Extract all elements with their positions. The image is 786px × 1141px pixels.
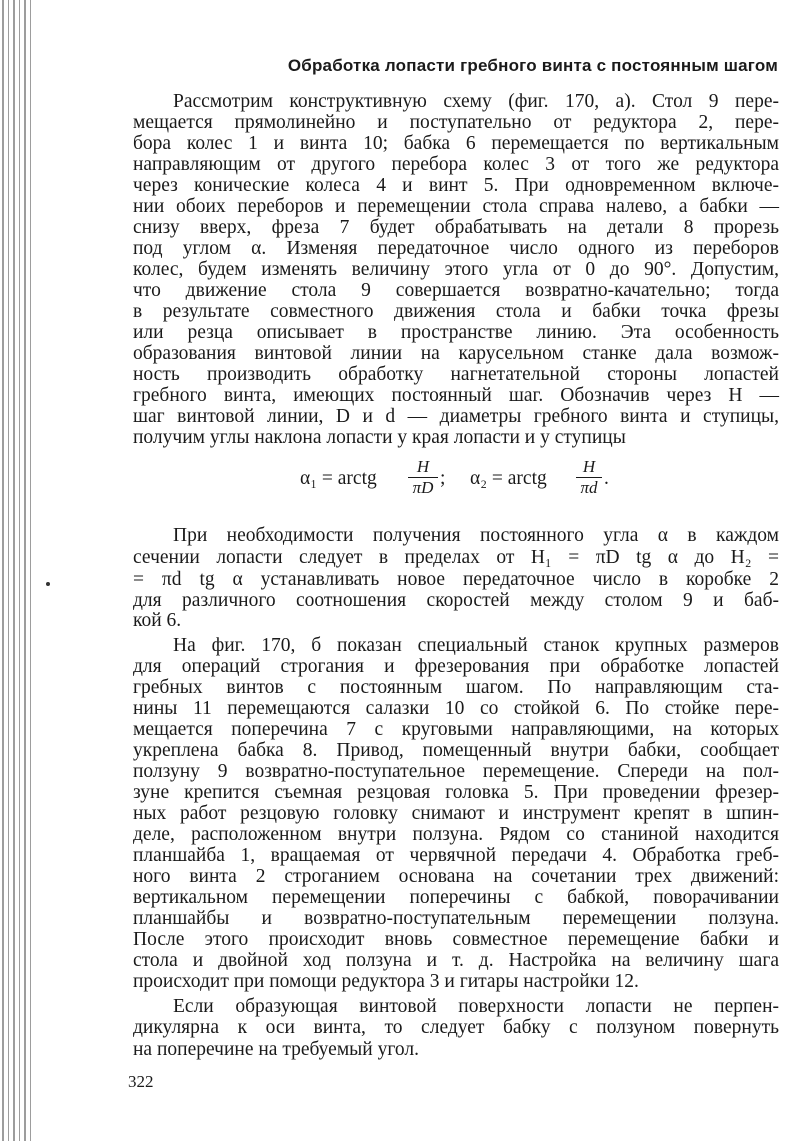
text-line: кой 6. [133,610,182,631]
text-line: При необходимости получения постоянного угла α в каждом [173,525,779,546]
text-line: ность производить обработку нагнетательной стороны лопастей [133,364,779,385]
text-line: образования винтовой линии на карусельном станке дала возмож- [133,343,779,364]
text-line: снизу вверх, фреза 7 будет обрабатывать на детали 8 прорезь [133,217,779,238]
text-line: для операций строгания и фрезерования при обработке лопастей [133,656,779,677]
text-line: гребного винта, имеющих постоянный шаг. Обозначив через H — [133,385,779,406]
fraction-1-numerator: H [416,457,430,476]
text-line: мещается поперечина 7 с круговыми направляющими, на которых [133,719,779,740]
text-line: Рассмотрим конструктивную схему (фиг. 170, а). Стол 9 пере- [173,91,779,112]
text-line: нины 11 перемещаются салазки 10 со стойкой 6. По стойке пере- [133,698,779,719]
text-line: через конические колеса 4 и винт 5. При одновременном включе- [133,175,779,196]
text-line: вертикальном перемещении поперечины с бабкой, поворачивании [133,887,779,908]
text-line: ползуну 9 возвратно-поступательное перемещение. Спереди на пол- [133,761,779,782]
fraction-1 [408,458,438,497]
text-line: для различного соотношения скоростей между столом 9 и баб- [133,590,779,611]
fraction-1-denominator: πD [412,478,434,497]
text-line: укреплена бабка 8. Привод, помещенный внутри бабки, сообщает [133,740,779,761]
text-line: направляющим от другого перебора колес 3 от того же редуктора [133,154,779,175]
formula-end: . [604,468,609,489]
scan-dot [46,582,50,586]
section-heading: Обработка лопасти гребного винта с постоянным шагом [287,56,778,75]
fraction-2 [576,458,602,497]
text-line: сечении лопасти следует в пределах от H₁ = πD tg α до H₂ = [133,547,779,568]
text-line: = πd tg α устанавливать новое передаточное число в коробке 2 [133,569,779,590]
text-line: нии обоих переборов и перемещении стола справа налево, а бабки — [133,196,779,217]
fraction-2-numerator: H [582,457,596,476]
text-line: гребных винтов с постоянным шагом. По направляющим ста- [133,677,779,698]
text-line: шаг винтовой линии, D и d — диаметры гребного винта и ступицы, [133,406,779,427]
page-number: 322 [128,1072,154,1091]
text-line: под углом α. Изменяя передаточное число одного из переборов [133,238,779,259]
text-line: или резца описывает в пространстве линию. Эта особенность [133,322,779,343]
text-line: деле, расположенном внутри ползуна. Рядом со станиной находится [133,824,779,845]
text-line: в результате совместного движения стола и бабки точка фрезы [133,301,779,322]
text-line: ного винта 2 строганием основана на сочетании трех движений: [133,866,779,887]
text-line: что движение стола 9 совершается возвратно-качательно; тогда [133,280,779,301]
text-line: дикулярна к оси винта, то следует бабку с ползуном повернуть [133,1017,779,1038]
text-line: После этого происходит вновь совместное перемещение бабки и [133,929,779,950]
text-line: планшайбы и возвратно-поступательным перемещении ползуна. [133,908,779,929]
fraction-2-denominator: πd [580,478,598,497]
text-line: на поперечине на требуемый угол. [133,1039,419,1060]
formula-alpha1: α₁ = arctg [300,468,377,489]
text-line: бора колес 1 и винта 10; бабка 6 перемещается по вертикальным [133,133,779,154]
text-line: зуне крепится съемная резцовая головка 5. При проведении фрезер- [133,782,779,803]
angle-formula [300,458,620,504]
text-line: стола и двойной ход ползуна и т. д. Настройка на величину шага [133,950,779,971]
text-line: получим углы наклона лопасти у края лопасти и у ступицы [133,427,626,448]
formula-alpha2: α₂ = arctg [470,468,547,489]
text-line: колес, будем изменять величину этого угла от 0 до 90°. Допустим, [133,259,779,280]
text-line: планшайба 1, вращаемая от червячной передачи 4. Обработка греб- [133,845,779,866]
text-line: мещается прямолинейно и поступательно от редуктора 2, пере- [133,112,779,133]
text-line: Если образующая винтовой поверхности лопасти не перпен- [173,996,779,1017]
text-line: ных работ резцовую головку снимают и инструмент крепят в шпин- [133,803,779,824]
text-line: На фиг. 170, б показан специальный станок крупных размеров [173,635,779,656]
formula-separator: ; [440,468,446,489]
text-line: происходит при помощи редуктора 3 и гитары настройки 12. [133,971,639,992]
scan-edge-artifact [0,0,40,1141]
